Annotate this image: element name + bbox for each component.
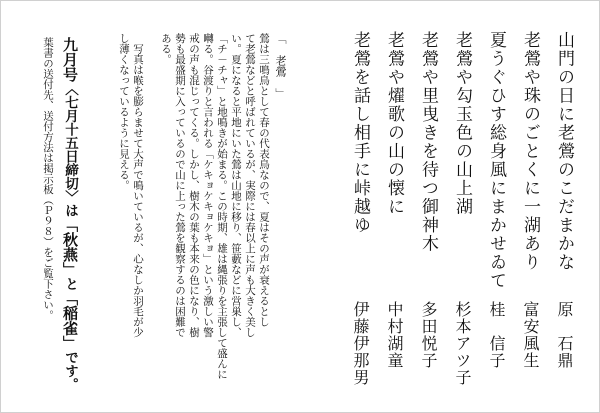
haiku-author: 杉本アツ子 (453, 301, 472, 386)
notice-topic-1: 「秋燕」 (61, 217, 79, 277)
notice-month: 九月号 (61, 37, 79, 82)
haiku-text: 老鶯や珠のごとくに一湖あり (520, 31, 540, 272)
notice-connector: と (62, 277, 78, 291)
essay-line: し薄くなっているように見える。 (118, 33, 130, 191)
haiku-text: 老鶯や勾玉色の山上湖 (452, 31, 472, 216)
notice-headline (61, 37, 79, 391)
notice-topic-2: 「稲雀」 (61, 290, 79, 351)
notice-connector: は (62, 203, 78, 217)
essay-line: 囀る。谷渡りと言われる「ケキョケキョケキョ」という激しい警 (202, 33, 214, 338)
haiku-author: 中村湖童 (385, 301, 404, 369)
notice-deadline: 〈七月十五日締切〉 (62, 82, 78, 204)
essay-line: て老鶯などと呼ばれているが、実際には春以上に声も大きく美し (244, 33, 256, 338)
essay-title: 「 老鶯 」 (274, 33, 287, 99)
haiku-text: 老鶯や燿歌の山の懐に (384, 31, 404, 216)
haiku-author: 伊藤伊那男 (351, 301, 370, 386)
essay-line: 写真は喉を膨らませて大声で鳴いているが、心なしか羽毛が少 (132, 33, 144, 338)
haiku-text: 老鶯や里曳きを待つ御神木 (418, 31, 438, 253)
essay-line: 戒の声も混じってくる。しかし、樹木の葉も本来の色になり、樹 (188, 33, 200, 338)
essay-line: 鶯は三鳴鳥として春の代表鳥なので、夏はその声が衰えるとし (258, 33, 270, 327)
notice-tail: です。 (62, 350, 78, 391)
haiku-author: 多田悦子 (419, 301, 438, 369)
haiku-author: 富安風生 (521, 301, 540, 369)
haiku-text: 夏うぐひす総身風にまかせゐて (486, 31, 506, 290)
haiku-text: 山門の日に老鶯のこだまかな (554, 31, 574, 272)
essay-line: 勢も最盛期に入っているので山に上った鶯を観察するのは困難で (174, 33, 186, 338)
notice-instructions: 葉書の送付先、送付方法は掲示板（Ｐ９８）をご覧下さい。 (42, 37, 54, 321)
haiku-author: 桂 信子 (487, 301, 506, 369)
haiku-author: 原 石鼎 (555, 301, 574, 369)
essay-line: 「チ－チャ」と地鳴きが始まる。この時期、雄は縄張りを主張して盛んに (216, 33, 228, 380)
essay-line: い。夏になると平地にいた鶯は山地に移り、笹藪などに営巣し、 (230, 33, 242, 338)
haiku-text: 老鶯を話し相手に峠越ゆ (350, 31, 370, 235)
essay-line: ある。 (160, 33, 172, 65)
